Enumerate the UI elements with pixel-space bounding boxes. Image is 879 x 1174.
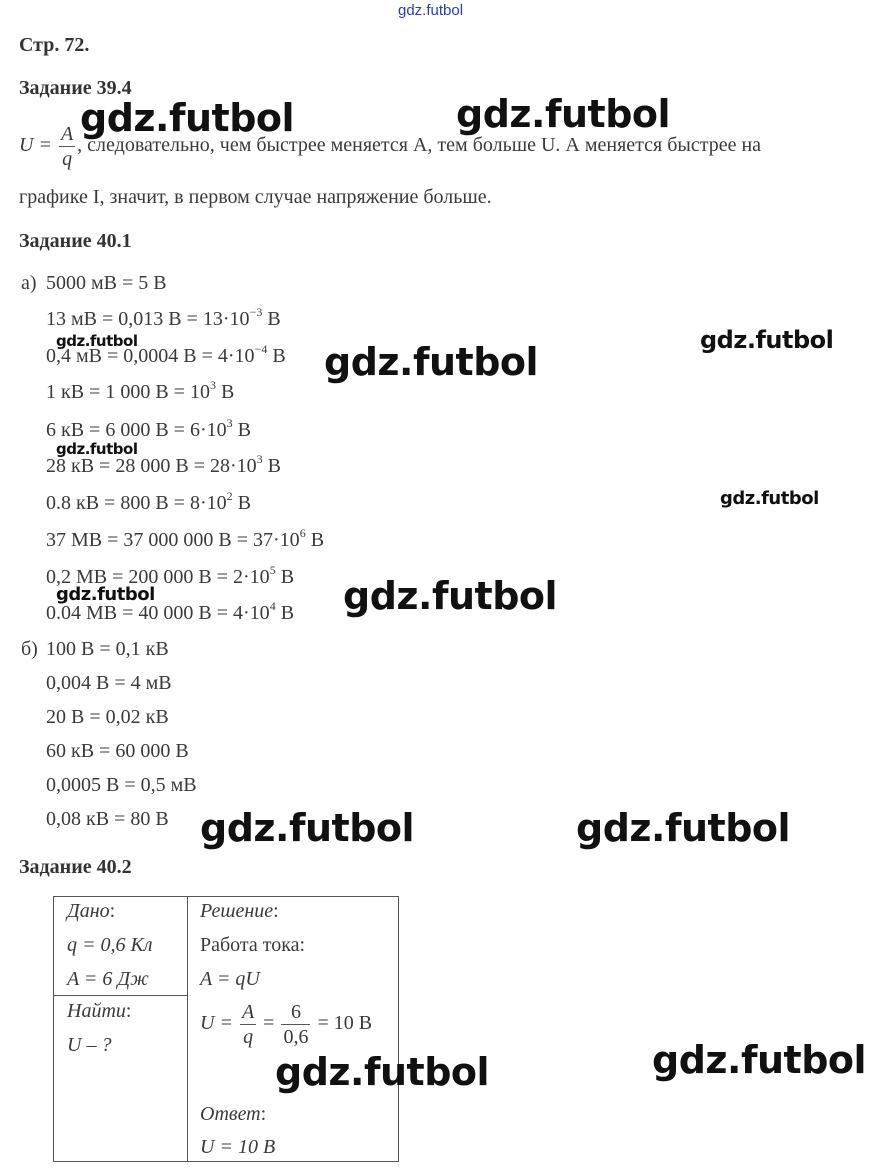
answer-value: U = 10 В — [200, 1136, 276, 1158]
part-a-line: 0,2 МВ = 200 000 $В = 2\cdot 10^5$ В — [46, 563, 295, 588]
page-label: Стр. 72. — [19, 34, 90, 56]
part-b-marker: б) — [21, 638, 38, 660]
watermark-large: gdz.futbol — [275, 1050, 490, 1094]
part-a-marker: а) — [21, 272, 37, 294]
formula-a-eq-qu: A = qU — [200, 968, 260, 990]
part-a-line: 1 кВ = 1 000 $В = 10^3$ В — [46, 378, 235, 403]
watermark-large: gdz.futbol — [343, 574, 558, 618]
watermark-large: gdz.futbol — [652, 1038, 867, 1082]
part-b-line: 60 кВ = 60 000 В — [46, 740, 189, 762]
part-a-line: 6 кВ = 6 000 $В = 6\cdot 10^3$ В — [46, 416, 251, 441]
watermark-small: gdz.futbol — [56, 332, 138, 350]
fraction-numerator: A — [60, 123, 74, 145]
part-b-line: 20 В = 0,02 кВ — [46, 706, 169, 728]
watermark-small: gdz.futbol — [720, 488, 819, 509]
fraction-a-over-q-2: $\frac{A}{q}$ — [241, 1001, 255, 1048]
part-b-line: 0,004 В = 4 мВ — [46, 672, 172, 694]
watermark-top: gdz.futbol — [398, 2, 464, 19]
watermark-large: gdz.futbol — [324, 340, 539, 384]
task-40-1-title: Задание 40.1 — [19, 230, 132, 252]
part-a-line: 28 кВ = 28 000 $В = 28\cdot 10^3$ В — [46, 452, 281, 477]
part-a-line: 13 мВ = 0,013 $В = 13\cdot 10^{-3}$ В — [46, 305, 281, 330]
watermark-large: gdz.futbol — [576, 806, 791, 850]
find-label: Найти: — [67, 1000, 132, 1022]
formula-lhs: U = — [19, 134, 52, 157]
watermark-large: gdz.futbol — [200, 806, 415, 850]
find-u: U – ? — [67, 1034, 112, 1056]
task-39-4-line2: графике I, значит, в первом случае напряжение больше. — [19, 186, 492, 208]
part-a-line: 37 МВ = 37 000 000 $В = 37\cdot 10^6$ В — [46, 526, 325, 551]
watermark-small: gdz.futbol — [56, 584, 155, 605]
part-b-line: 0,0005 В = 0,5 мВ — [46, 774, 197, 796]
part-b-line: 100 В = 0,1 кВ — [46, 638, 169, 660]
part-a-line: 5000 мВ = 5 В — [46, 272, 167, 294]
given-label: Дано: — [67, 900, 116, 922]
fraction-a-over-q — [59, 124, 75, 169]
task-40-2-title: Задание 40.2 — [19, 856, 132, 878]
table-divider-vertical — [187, 896, 188, 1162]
answer-label: Ответ: — [200, 1103, 267, 1125]
part-b-line: 0,08 кВ = 80 В — [46, 808, 169, 830]
solution-label: Решение: — [200, 900, 279, 922]
watermark-large: gdz.futbol — [80, 96, 295, 140]
formula-u-calc: U = $\frac{A}{q}$ = $\frac{6}{0,6}$ = 10 В — [200, 1001, 373, 1048]
table-divider-horizontal — [53, 995, 187, 996]
task-39-4-text-1: , следовательно, чем быстрее меняется А, тем больше U. А меняется быстрее на — [77, 134, 762, 157]
task-39-4-title: Задание 39.4 — [19, 77, 132, 99]
part-a-line: 0.8 кВ = 800 $В = 8\cdot 10^2$ В — [46, 489, 251, 514]
fraction-6-over-06: $\frac{6}{0,6}$ — [283, 1001, 309, 1048]
part-a-line: 0,4 мВ = 0,0004 $В = 4\cdot 10^{-4}$ В — [46, 342, 286, 367]
fraction-denominator: q — [62, 148, 73, 170]
given-a: A = 6 Дж — [67, 968, 149, 990]
given-q: q = 0,6 Кл — [67, 934, 153, 956]
watermark-medium: gdz.futbol — [700, 326, 834, 354]
part-a-line: 0.04 МВ = 40 000 $В = 4\cdot 10^4$ В — [46, 599, 295, 624]
work-label: Работа тока: — [200, 934, 306, 956]
watermark-large: gdz.futbol — [456, 92, 671, 136]
watermark-small: gdz.futbol — [56, 440, 138, 458]
